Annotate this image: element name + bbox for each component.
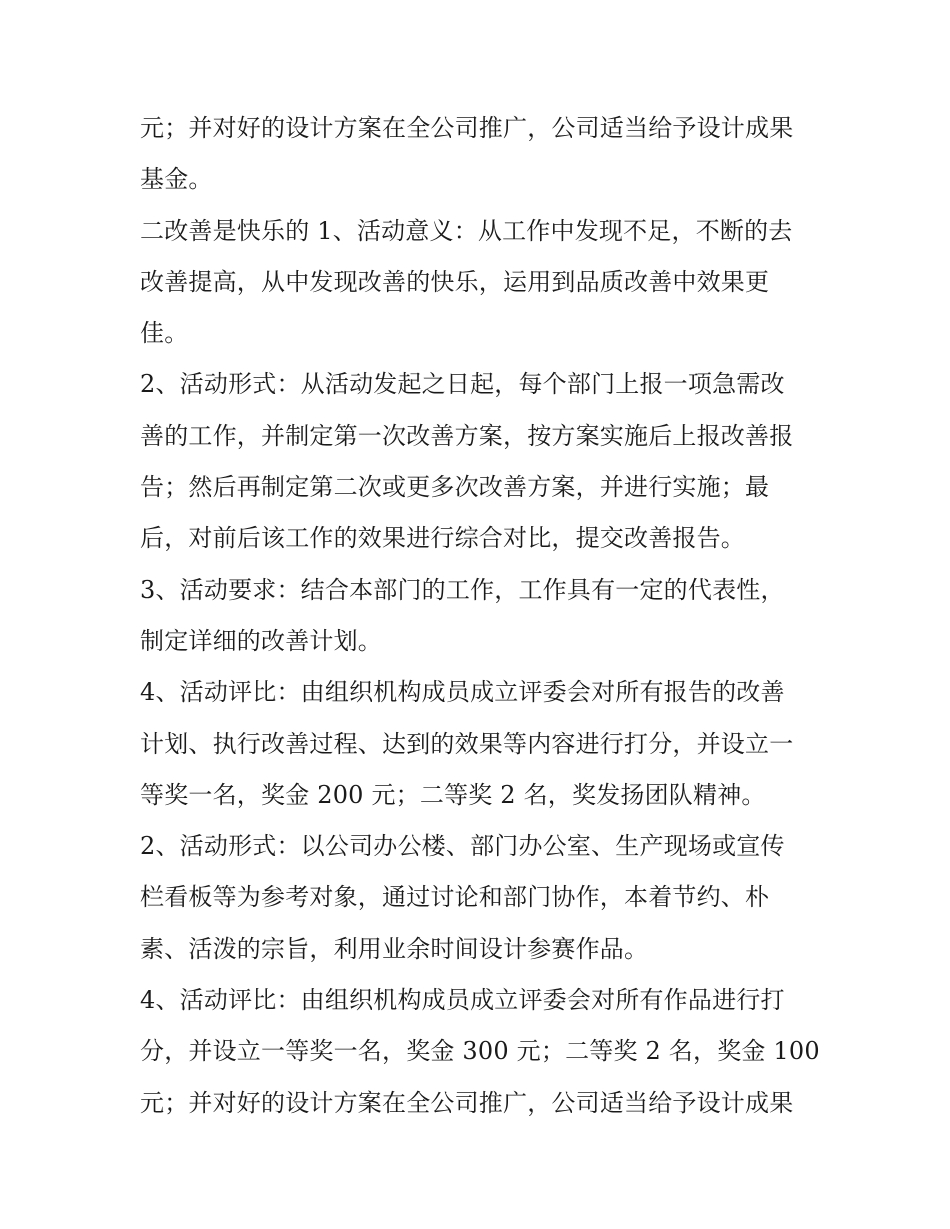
text-line: 2、活动形式：从活动发起之日起，每个部门上报一项急需改 xyxy=(140,370,785,399)
text-line: 栏看板等为参考对象，通过讨论和部门协作，本着节约、朴 xyxy=(140,883,770,912)
text-line: 等奖一名，奖金 200 元；二等奖 2 名，奖发扬团队精神。 xyxy=(140,780,766,809)
text-line: 告；然后再制定第二次或更多次改善方案，并进行实施；最 xyxy=(140,473,770,502)
text-line: 基金。 xyxy=(140,165,213,194)
text-line: 善的工作，并制定第一次改善方案，按方案实施后上报改善报 xyxy=(140,421,794,450)
text-line: 二改善是快乐的 1、活动意义：从工作中发现不足，不断的去 xyxy=(140,216,793,245)
text-line: 素、活泼的宗旨，利用业余时间设计参赛作品。 xyxy=(140,934,649,963)
text-line: 元；并对好的设计方案在全公司推广，公司适当给予设计成果 xyxy=(140,1088,794,1117)
text-line: 佳。 xyxy=(140,319,189,348)
text-line: 改善提高，从中发现改善的快乐，运用到品质改善中效果更 xyxy=(140,267,770,296)
text-line: 2、活动形式：以公司办公楼、部门办公室、生产现场或宣传 xyxy=(140,832,785,861)
text-line: 后，对前后该工作的效果进行综合对比，提交改善报告。 xyxy=(140,524,745,553)
document-body xyxy=(140,103,820,1129)
text-line: 计划、执行改善过程、达到的效果等内容进行打分，并设立一 xyxy=(140,729,794,758)
text-line: 4、活动评比：由组织机构成员成立评委会对所有作品进行打 xyxy=(140,986,785,1015)
text-line: 元；并对好的设计方案在全公司推广，公司适当给予设计成果 xyxy=(140,114,794,142)
text-line: 制定详细的改善计划。 xyxy=(140,626,382,655)
text-line: 4、活动评比：由组织机构成员成立评委会对所有报告的改善 xyxy=(140,678,785,707)
text-line: 分，并设立一等奖一名，奖金 300 元；二等奖 2 名，奖金 100 xyxy=(140,1037,820,1066)
text-line: 3、活动要求：结合本部门的工作，工作具有一定的代表性， xyxy=(140,575,785,604)
